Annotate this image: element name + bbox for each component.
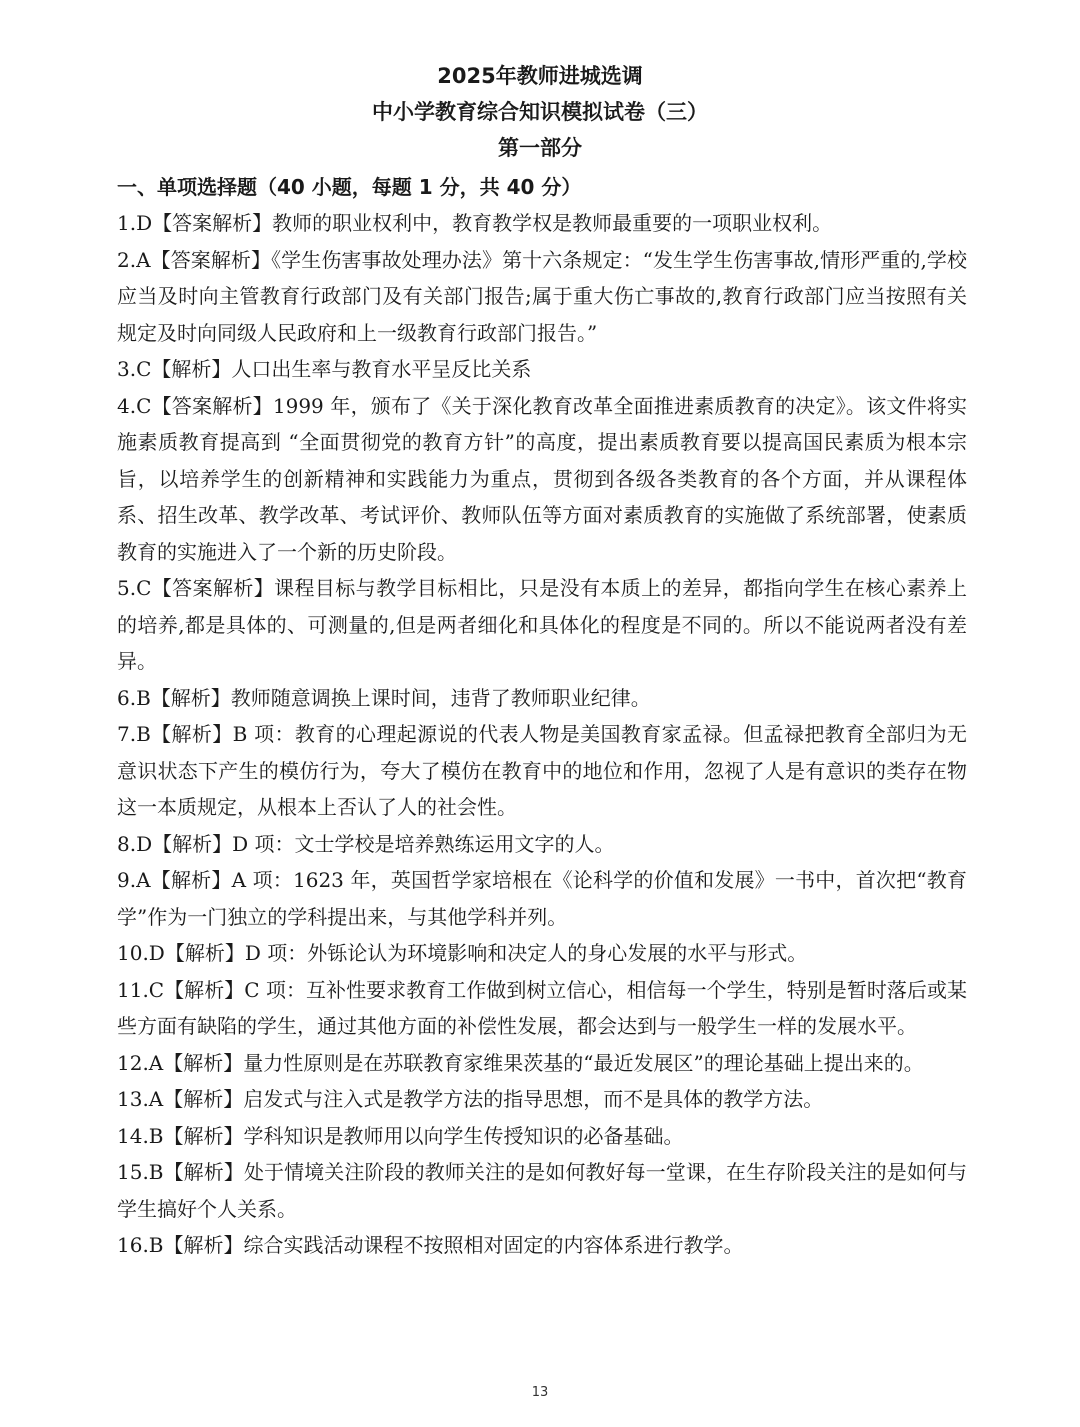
part-title: 第一部分 (498, 136, 582, 160)
answer-item: 7.B【解析】B 项：教育的心理起源说的代表人物是美国教育家孟禄。但孟禄把教育全部归为无意识状态下产生的模仿行为，夸大了模仿在教育中的地位和作用，忽视了人是有意识的类存在物这一本质规定，从根本上否认了人的社会性。 (117, 722, 967, 819)
answer-item: 14.B【解析】学科知识是教师用以向学生传授知识的必备基础。 (117, 1123, 684, 1148)
answer-item: 8.D【解析】D 项：文士学校是培养熟练运用文字的人。 (117, 831, 615, 856)
answer-item: 9.A【解析】A 项：1623 年，英国哲学家培根在《论科学的价值和发展》一书中，首次把“教育学”作为一门独立的学科提出来，与其他学科并列。 (117, 868, 967, 929)
answer-item: 3.C【解析】人口出生率与教育水平呈反比关系 (117, 357, 532, 381)
answer-item: 12.A【解析】量力性原则是在苏联教育家维果茨基的“最近发展区”的理论基础上提出来的。 (117, 1050, 924, 1075)
exam-year-title: 2025年教师进城选调 (437, 64, 643, 88)
answer-item: 2.A【答案解析】《学生伤害事故处理办法》第十六条规定：“发生学生伤害事故,情形严重的,学校应当及时向主管教育行政部门及有关部门报告;属于重大伤亡事故的,教育行政部门应当按照有关规定及时向同级人民政府和上一级教育行政部门报告。” (117, 247, 967, 345)
section-heading: 一、单项选择题（40 小题，每题 1 分，共 40 分） (117, 175, 582, 199)
answer-item: 1.D【答案解析】教师的职业权利中，教育教学权是教师最重要的一项职业权利。 (117, 211, 833, 235)
answer-item: 6.B【解析】教师随意调换上课时间，违背了教师职业纪律。 (117, 685, 651, 710)
answer-item: 15.B【解析】处于情境关注阶段的教师关注的是如何教好每一堂课，在生存阶段关注的是如何与学生搞好个人关系。 (117, 1160, 967, 1221)
document-header (0, 58, 1080, 166)
answer-item: 10.D【解析】D 项：外铄论认为环境影响和决定人的身心发展的水平与形式。 (117, 941, 808, 965)
answer-item: 16.B【解析】综合实践活动课程不按照相对固定的内容体系进行教学。 (117, 1233, 744, 1257)
page-number: 13 (531, 1385, 549, 1400)
answer-item: 4.C【答案解析】1999 年，颁布了《关于深化教育改革全面推进素质教育的决定》。该文件将实施素质教育提高到 “全面贯彻党的教育方针”的高度，提出素质教育要以提高国民素质为根本宗旨，以培养学生的创新精神和实践能力为重点，贯彻到各级各类教育的各个方面，并从课程体系、招生改革、教学改革、考试评价、教师队伍等方面对素质教育的实施做了系统部署，使素质教育的实施进入了一个新的历史阶段。 (117, 393, 967, 564)
answer-item: 13.A【解析】启发式与注入式是教学方法的指导思想，而不是具体的教学方法。 (117, 1087, 824, 1111)
answer-list (117, 205, 967, 1264)
answer-item: 11.C【解析】C 项：互补性要求教育工作做到树立信心，相信每一个学生，特别是暂时落后或某些方面有缺陷的学生，通过其他方面的补偿性发展，都会达到与一般学生一样的发展水平。 (117, 977, 967, 1038)
answer-item: 5.C【答案解析】课程目标与教学目标相比，只是没有本质上的差异，都指向学生在核心素养上的培养,都是具体的、可测量的,但是两者细化和具体化的程度是不同的。所以不能说两者没有差异。 (117, 576, 967, 673)
exam-paper-title: 中小学教育综合知识模拟试卷（三） (372, 100, 708, 124)
